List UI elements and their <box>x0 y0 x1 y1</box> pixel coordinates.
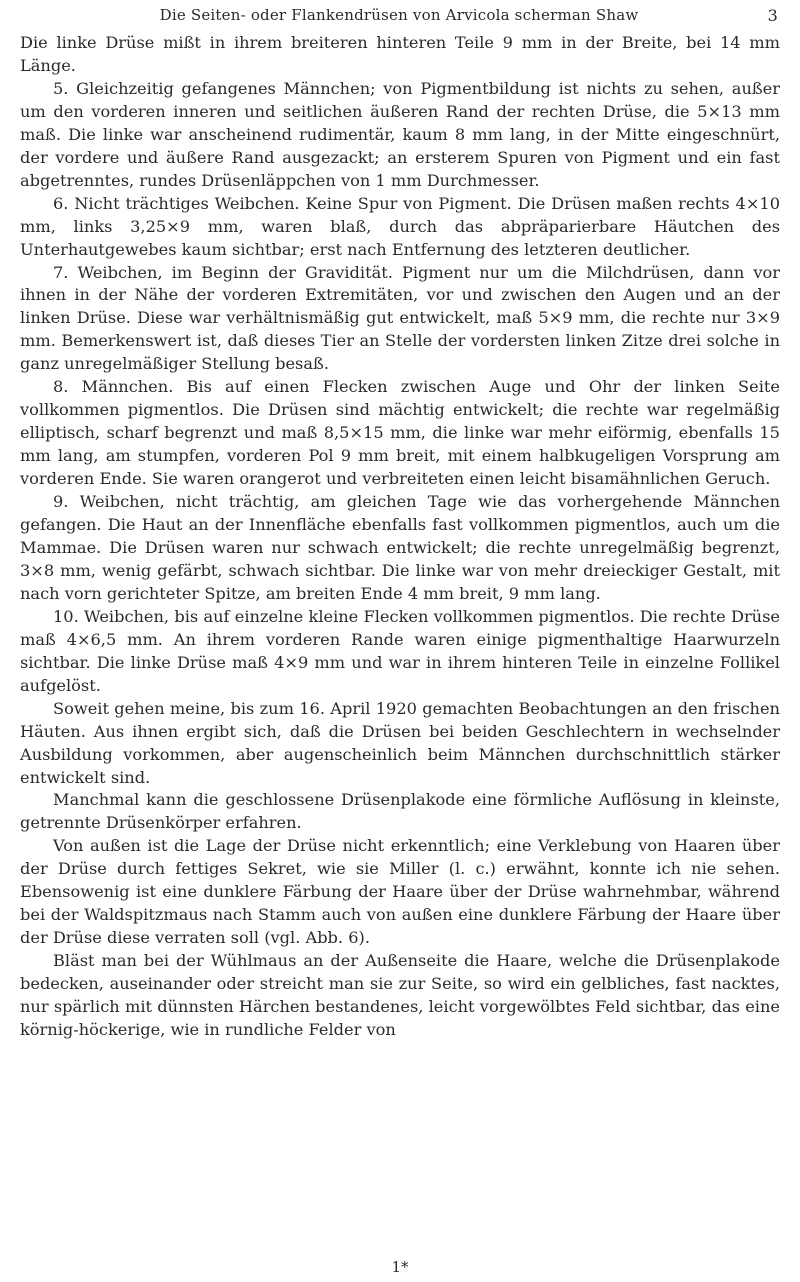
paragraph-item-8: 8. Männchen. Bis auf einen Flecken zwischen Auge und Ohr der linken Seite vollkommen pigmentlos. Die Drüsen sind mächtig entwickelt; die rechte war regelmäßig elliptisch, scharf begrenzt und maß 8,5×15 mm, die linke war mehr eiförmig, ebenfalls 15 mm lang, am stumpfen, vorderen Pol 9 mm breit, mit einem halbkugeligen Vorsprung am vorderen Ende. Sie waren orangerot und verbreiteten einen leicht bisamähnlichen Geruch. <box>20 377 780 489</box>
paragraph-dissolution: Manchmal kann die geschlossene Drüsenplakode eine förmliche Auflösung in kleinste, getrennte Drüsenkörper erfahren. <box>20 790 780 833</box>
running-title: Die Seiten- oder Flankendrüsen von Arvicola scherman Shaw <box>159 6 639 24</box>
paragraph-item-5: 5. Gleichzeitig gefangenes Männchen; von Pigmentbildung ist nichts zu sehen, außer um den vorderen inneren und seitlichen äußeren Rand der rechten Drüse, die 5×13 mm maß. Die linke war anscheinend rudimentär, kaum 8 mm lang, in der Mitte eingeschnürt, der vordere und äußere Rand ausgezackt; an ersterem Spuren von Pigment und ein fast abgetrenntes, rundes Drüsenläppchen von 1 mm Durchmesser. <box>20 78 780 190</box>
paragraph-item-7: 7. Weibchen, im Beginn der Gravidität. Pigment nur um die Milchdrüsen, dann vor ihnen in der Nähe der vorderen Extremitäten, vor und zwischen den Augen und an der linken Drüse. Diese war verhältnismäßig gut entwickelt, maß 5×9 mm, die rechte nur 3×9 mm. Bemerkenswert ist, daß dieses Tier an Stelle der vordersten linken Zitze drei solche in ganz unregelmäßiger Stellung besaß. <box>20 262 780 374</box>
signature-mark: 1* <box>391 1258 409 1276</box>
paragraph-external-appearance: Von außen ist die Lage der Drüse nicht erkenntlich; eine Verklebung von Haaren über der Drüse durch fettiges Sekret, wie sie Miller (l. c.) erwähnt, konnte ich nie sehen. Ebensowenig ist eine dunklere Färbung der Haare über der Drüse wahrnehmbar, während bei der Waldspitzmaus nach Stamm auch von außen eine dunklere Färbung der Haare über der Drüse diese verraten soll (vgl. Abb. 6). <box>20 836 780 948</box>
page-number: 3 <box>767 6 778 25</box>
paragraph-item-10: 10. Weibchen, bis auf einzelne kleine Flecken vollkommen pigmentlos. Die rechte Drüse maß 4×6,5 mm. An ihrem vorderen Rande waren einige pigmenthaltige Haarwurzeln sichtbar. Die linke Drüse maß 4×9 mm und war in ihrem hinteren Teile in einzelne Follikel aufgelöst. <box>20 606 780 695</box>
paragraph-summary: Soweit gehen meine, bis zum 16. April 1920 gemachten Beobachtungen an den frischen Häuten. Aus ihnen ergibt sich, daß die Drüsen bei beiden Geschlechtern in wechselnder Ausbildung vorkommen, aber augenscheinlich beim Männchen durchschnittlich stärker entwickelt sind. <box>20 698 780 787</box>
paragraph-item-6: 6. Nicht trächtiges Weibchen. Keine Spur von Pigment. Die Drüsen maßen rechts 4×10 mm, links 3,25×9 mm, waren blaß, durch das abpräparierbare Häutchen des Unterhautgewebes kaum sichtbar; erst nach Entfernung des letzteren deutlicher. <box>20 193 780 259</box>
paragraph-intro: Die linke Drüse mißt in ihrem breiteren hinteren Teile 9 mm in der Breite, bei 14 mm Länge. <box>20 33 780 75</box>
body-text <box>20 32 780 1042</box>
paragraph-item-9: 9. Weibchen, nicht trächtig, am gleichen Tage wie das vorhergehende Männchen gefangen. Die Haut an der Innenfläche ebenfalls fast vollkommen pigmentlos, auch um die Mammae. Die Drüsen waren nur schwach entwickelt; die rechte unregelmäßig begrenzt, 3×8 mm, wenig gefärbt, schwach sichtbar. Die linke war von mehr dreieckiger Gestalt, mit nach vorn gerichteter Spitze, am breiten Ende 4 mm breit, 9 mm lang. <box>20 492 780 603</box>
page-header <box>20 6 778 26</box>
paragraph-blowing-hair: Bläst man bei der Wühlmaus an der Außenseite die Haare, welche die Drüsenplakode bedecken, auseinander oder streicht man sie zur Seite, so wird ein gelbliches, fast nacktes, nur spärlich mit dünnsten Härchen bestandenes, leicht vorgewölbtes Feld sichtbar, das eine körnig-höckerige, wie in rundliche Felder von <box>20 951 780 1039</box>
